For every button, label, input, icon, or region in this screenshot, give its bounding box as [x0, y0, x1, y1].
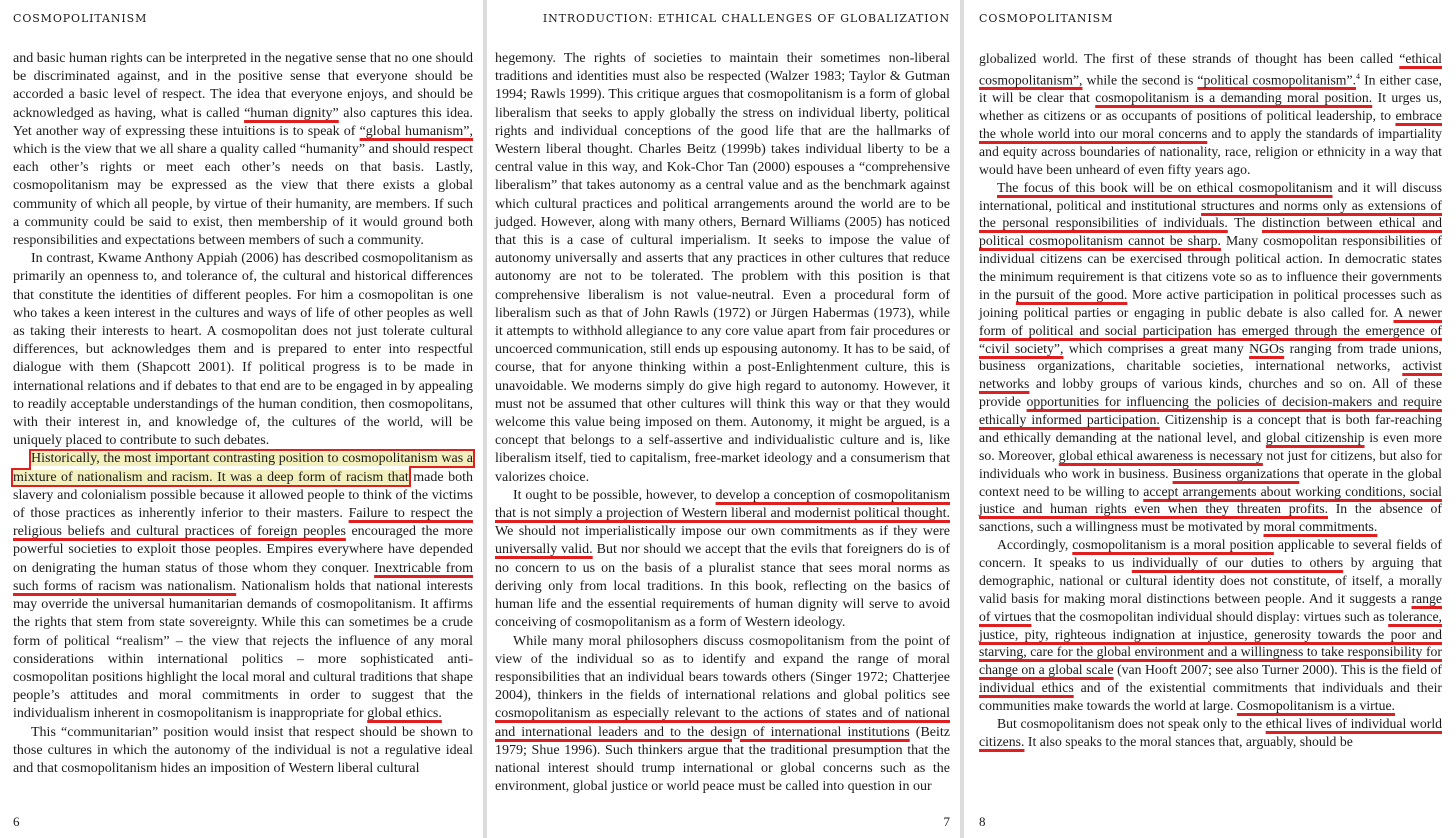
underlined-annotation: range of virtues — [979, 590, 1442, 624]
paragraph — [13, 450, 473, 723]
text-run: (Beitz 1979; Shue 1996). Such thinkers argue that the traditional presumption that the national interest should trump international or global concerns such as the environment, global justice or world peace must be called into question in our — [495, 724, 951, 795]
text-run: globalized world. The first of these strands of thought has been called — [979, 51, 1400, 66]
highlighted-passage: Historically, the most important contrasting position to cosmopolitanism was a mixture of nationalism and racism. It was a deep form of racism that — [13, 451, 473, 485]
text-run: In contrast, Kwame Anthony Appiah (2006) has described cosmopolitanism as primarily an openness to, and tolerance of, the cultural and historical differences that constitute the identities of different peoples. For him a cosmopolitan is one who takes a keen interest in the cultures and ways of life of other peoples as well as taking their interests to heart. A cosmopolitan does not just tolerate cultural differences, but acknowledges them and is prepared to enter into respectful dialogue with them (Shapcott 2001). If political progress is to be made in international relations and if debates to that end are to be engaged in by appealing to readily acceptable understandings of the human condition, then cosmopolitans, with their interest in, and knowledge of, the cultures of the world, will be uniquely placed to contribute to such debates. — [13, 251, 473, 449]
paragraph — [979, 179, 1442, 537]
underlined-annotation: individual ethics — [979, 680, 1074, 696]
underlined-annotation: cosmopolitanism is a demanding moral position. — [1095, 90, 1373, 106]
text-run: is even more so. Moreover, — [979, 429, 1442, 463]
text-run: (van Hooft 2007; see also Turner 2000). This is the field of — [1113, 662, 1442, 678]
underlined-annotation: “human dignity” — [244, 105, 339, 121]
underlined-annotation: global ethical awareness is necessary — [1058, 447, 1263, 463]
text-run: applicable to several fields of concern. It speaks to us — [979, 537, 1442, 571]
text-run: Accordingly, — [997, 537, 1073, 553]
underlined-annotation: activist networks — [979, 358, 1442, 392]
book-page-left — [0, 0, 483, 838]
page-number: 7 — [943, 814, 950, 829]
underlined-annotation: structures and norms only as extensions of the personal responsibilities of individuals. — [979, 197, 1443, 231]
text-run: encouraged the more powerful societies to exploit those peoples. Empires everywhere have depended on denigrating the human status of those whom they conquer. — [13, 524, 473, 576]
text-run: and lobby groups of various kinds, churches and so on. All of these provide — [979, 376, 1442, 410]
underlined-annotation: Inextricable from such forms of racism was nationalism. — [13, 560, 473, 594]
paragraph — [979, 536, 1442, 715]
underlined-annotation: ethical lives of individual world citizens. — [979, 715, 1443, 749]
running-head: COSMOPOLITANISM — [13, 12, 148, 25]
text-run: and to apply the standards of impartiality and equity across boundaries of nationality, race, religion or ethnicity in a way that would have been unheard of even fifty years ago. — [979, 126, 1443, 177]
text-run: hegemony. The rights of societies to maintain their sometimes non-liberal traditions and identities must also be respected (Walzer 1983; Taylor & Gutman 1994; Rawls 1999). This critique argues that cosmopolitanism is a form of global liberalism that seeks to apply globally the stress on individual liberty, political rights and individual conceptions of the good life that are the hallmarks of Western liberal thought. Charles Beitz (1999b) takes individual liberty to be a central value in this way, and Kok-Chor Tan (2000) espouses a “comprehensive liberalism” that takes autonomy as a central value and as the benchmark against which cultural practices and political arrangements around the world are to be judged. However, along with many others, Bernard Williams (2005) has noticed that this is a case of cultural imperialism. It seeks to impose the value of autonomy universally and asserts that any practices in other cultures that reduce autonomy are not to be tolerated. The problem with this position is that comprehensive liberalism is not value-neutral. Even a procedural form of liberalism such as that of John Rawls (1972) or Jürgen Habermas (1973), while it attempts to withhold allegiance to any core value apart from fair procedures or uncoerced communication, still ends up espousing autonomy. It has to be said, of course, that for anyone thinking within a post-Enlightenment culture, this is unavoidable. We moderns simply do give high regard to autonomy. However, it must not be assumed that other cultures will think this way or that they would welcome this value being imposed on them. Autonomy, it might be argued, is a concept that belongs to a self-assertive and individualistic culture and is, like liberalism itself, tied to capitalism, free-market ideology and a consumerism that valorizes choice. — [495, 51, 950, 485]
underlined-annotation: develop a conception of cosmopolitanism that is not simply a projection of Western liberal and modernist political thought. — [495, 487, 951, 522]
text-run: which comprises a great many — [1063, 340, 1250, 356]
text-run: while the second is — [1082, 72, 1198, 88]
footnote-marker: 4 — [1356, 71, 1361, 81]
underlined-annotation: embrace the whole world into our moral concerns — [979, 108, 1442, 142]
paragraph — [13, 724, 473, 779]
underlined-annotation: Failure to respect the religious beliefs and cultural practices of foreign peoples — [13, 506, 474, 540]
paragraph — [13, 50, 473, 250]
paragraph — [13, 250, 473, 450]
running-head: COSMOPOLITANISM — [979, 12, 1114, 25]
page-body — [979, 50, 1442, 751]
text-run: This “communitarian” position would insist that respect should be shown to those cultures in which the autonomy of the individual is not a regulative ideal and that cosmopolitanism hides an imposition of Western liberal cultural — [13, 724, 473, 776]
underlined-annotation: accept arrangements about working conditions, social justice and human rights even when they threaten profits. — [979, 483, 1442, 517]
underlined-annotation: tolerance, justice, pity, righteous indignation at injustice, generosity towards the poor and starving, care for the global environment and a willingness to take responsibility for change on a global scale — [979, 608, 1442, 678]
text-run: While many moral philosophers discuss cosmopolitanism from the point of view of the individual so as to identify and expand the range of moral responsibilities that an individual bears towards others (Singer 1972; Chatterjee 2004), thinkers in the fields of international relations and global politics see — [495, 633, 950, 704]
book-page-middle — [487, 0, 960, 838]
text-run: by arguing that demographic, national or cultural identity does not constitute, of itself, a morally valid basis for making moral distinctions between people. And it suggests a — [979, 555, 1443, 606]
paragraph — [495, 487, 950, 633]
text-run: It ought to be possible, however, to — [513, 487, 716, 503]
text-run: which is the view that we all share a quality called “humanity” and should respect each other’s rights or meet each other’s needs on that basis. Lastly, cosmopolitanism may be expressed as the view that there exists a global community of which all people, by virtue of their humanity, are members. If such a community could be said to exist, then membership of it would ground both responsibilities and expectations between members of such a community. — [13, 142, 473, 249]
text-run: not just for citizens, but also for individuals who work in business. — [979, 447, 1443, 481]
text-run: More active participation in political processes such as joining political parties or engaging in public debate is also called for. — [979, 286, 1443, 320]
text-run: and basic human rights can be interpreted in the negative sense that no one should be discriminated against, and in the positive sense that everyone should be accorded a basic level of respect. The idea that everyone enjoys, and should be acknowledged as having, what is called — [13, 51, 473, 121]
text-run: In either case, it will be clear that — [979, 72, 1442, 106]
underlined-annotation: universally valid. — [495, 542, 593, 558]
text-run: that operate in the global context need to be willing to — [979, 465, 1442, 499]
underlined-annotation: opportunities for influencing the policies of decision-makers and require ethically informed participation. — [979, 394, 1442, 428]
text-run: In the absence of sanctions, such a willingness must be motivated by — [979, 501, 1443, 535]
page-number: 8 — [979, 814, 986, 829]
text-run: Many cosmopolitan responsibilities of individual citizens can be exercised through political action. In democratic states the minimum requirement is that citizens vote so as to influence their governments in the — [979, 233, 1442, 302]
underlined-annotation: distinction between ethical and political cosmopolitanism cannot be sharp. — [979, 215, 1442, 249]
underlined-annotation: moral commitments. — [1263, 519, 1378, 535]
underlined-annotation: global citizenship — [1265, 429, 1365, 445]
running-head: INTRODUCTION: ETHICAL CHALLENGES OF GLOBALIZATION — [542, 12, 950, 25]
underlined-annotation: cosmopolitanism as especially relevant to the actions of states and of national and international leaders and to the design of international institutions — [495, 706, 950, 740]
page-number: 6 — [13, 814, 20, 829]
underlined-annotation: “global humanism”, — [359, 123, 473, 139]
paragraph — [495, 50, 950, 487]
underlined-annotation: The focus of this book will be on ethical cosmopolitanism — [997, 179, 1333, 195]
underlined-annotation: individually of our duties to others — [1131, 555, 1344, 571]
underlined-annotation: “political cosmopolitanism”. — [1197, 72, 1357, 88]
text-run: It urges us, whether as citizens or as occupants of positions of political leadership, to — [979, 90, 1442, 124]
text-run: ranging from trade unions, business organizations, charitable societies, international networks, — [979, 340, 1442, 374]
text-run: made both slavery and colonialism possible because it allowed people to think of the victims of those practices as inherently inferior to their masters. — [13, 469, 473, 522]
paragraph — [979, 715, 1442, 751]
paragraph — [495, 633, 950, 797]
underlined-annotation: Cosmopolitanism is a virtue. — [1236, 698, 1395, 714]
text-run: and it will discuss international, political and institutional — [979, 179, 1442, 213]
text-run: Citizenship is a concept that is both far-reaching and ethically demanding at the national level, and — [979, 412, 1442, 445]
underlined-annotation: “ethical cosmopolitanism”, — [979, 51, 1442, 88]
paragraph — [979, 50, 1442, 179]
underlined-annotation: pursuit of the good. — [1015, 286, 1128, 302]
page-body — [13, 50, 473, 778]
page-body — [495, 50, 950, 796]
text-run: The — [1227, 215, 1263, 231]
text-run: that the cosmopolitan individual should display: virtues such as — [1031, 608, 1389, 624]
underlined-annotation: global ethics. — [367, 706, 442, 722]
text-run: and of the existential commitments that individuals and their communities make towards the world at large. — [979, 680, 1442, 714]
underlined-annotation: Business organizations — [1172, 465, 1300, 481]
text-run: But cosmopolitanism does not speak only to the — [997, 715, 1266, 731]
book-page-right — [964, 0, 1456, 838]
text-run: Nationalism holds that national interests may override the universal humanitarian demands of cosmopolitanism. It affirms the rights that stem from state sovereignty. While this can sometimes be a crude form of political “realism” – the view that rejects the influence of any moral considerations within international politics – more sophisticated anti-cosmopolitan positions highlight the local moral and cultural traditions that shape people’s attitudes and moral commitments in order to suggest that the individualism inherent in cosmopolitanism is inappropriate for — [13, 578, 473, 722]
underlined-annotation: A newer form of political and social participation has emerged through the emergence of “civil society”, — [979, 304, 1442, 356]
text-run: It also speaks to the moral stances that, arguably, should be — [1024, 733, 1353, 749]
text-run: also captures this idea. Yet another way of expressing these intuitions is to speak of — [13, 105, 474, 139]
text-run: We should not imperialistically impose our own commitments as if they were — [495, 524, 950, 540]
underlined-annotation: cosmopolitanism is a moral position — [1072, 537, 1274, 553]
underlined-annotation: NGOs — [1249, 340, 1285, 356]
text-run: But nor should we accept that the evils that foreigners do is of no concern to us on the basis of a pluralist stance that sees moral norms as deriving only from local traditions. In this book, reflecting on the basics of human life and the essential requirements of human dignity will serve to avoid conceiving of cosmopolitanism as a form of Western ideology. — [495, 542, 950, 631]
